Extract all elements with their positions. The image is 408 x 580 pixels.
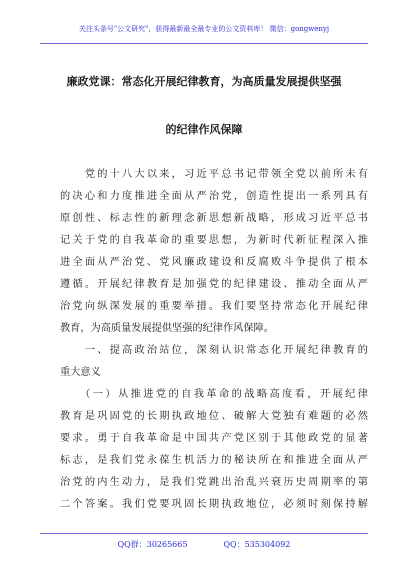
body-line: 二个答案。我们党要巩固长期执政地位，必须时刻保持解 (60, 499, 368, 510)
document-title-line-2: 的纪律作风保障 (165, 123, 243, 136)
body-line: 标志，是我们党永葆生机活力的秘诀所在和推进全面从严 (60, 455, 368, 466)
body-line: 治党向纵深发展的重要举措。我们要坚持常态化开展纪律 (60, 301, 368, 312)
section-heading-line: 重大意义 (60, 367, 101, 378)
body-line: 党的十八大以来，习近平总书记带领全党以前所未有 (60, 169, 368, 180)
body-line: （一）从推进党的自我革命的战略高度看，开展纪律 (60, 389, 368, 400)
footer-qq-group: QQ群：30265665 (117, 540, 188, 549)
body-line: 记关于党的自我革命的重要思想，为新时代新征程深入推 (60, 235, 368, 246)
footer-divider (40, 533, 368, 534)
body-line: 的决心和力度推进全面从严治党，创造性提出一系列具有 (60, 191, 368, 202)
footer-qq-number: QQ：535304092 (223, 540, 291, 549)
footer-contact (40, 540, 368, 550)
body-line: 进全面从严治党、党风廉政建设和反腐败斗争提供了根本 (60, 257, 368, 268)
body-line: 教育是巩固党的长期执政地位、破解大党独有难题的必然 (60, 411, 368, 422)
body-line: 治党的内生动力，是我们党跳出治乱兴衰历史周期率的第 (60, 477, 368, 488)
body-line: 教育，为高质量发展提供坚强的纪律作风保障。 (60, 323, 274, 334)
body-line: 遵循。开展纪律教育是加强党的纪律建设、推动全面从严 (60, 279, 368, 290)
document-title-line-1: 廉政党课：常态化开展纪律教育，为高质量发展提供坚强 (66, 75, 342, 88)
header-banner: 关注头条号"公文研究"，获得最新最全最专业的公文资料库！ 微信：gongwenyj (78, 25, 330, 33)
body-line: 原创性、标志性的新理念新思想新战略，形成习近平总书 (60, 213, 368, 224)
header-divider (40, 43, 368, 44)
body-line: 要求。勇于自我革命是中国共产党区别于其他政党的显著 (60, 433, 368, 444)
section-heading-line: 一、提高政治站位，深刻认识常态化开展纪律教育的 (60, 345, 368, 356)
